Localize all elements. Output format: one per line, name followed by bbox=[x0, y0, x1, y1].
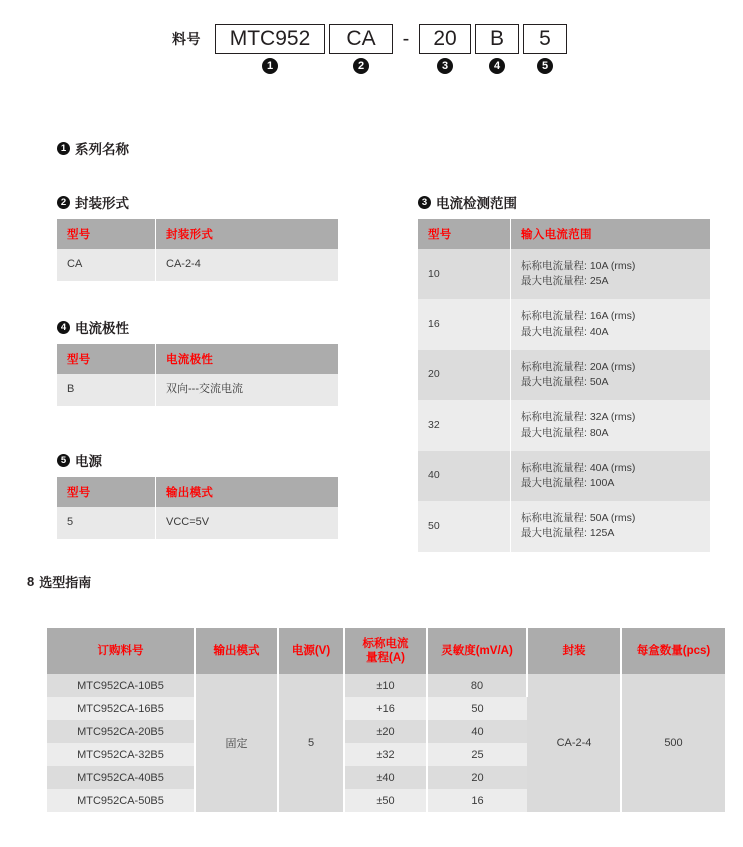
maximum-current-range: 最大电流量程: 40A bbox=[521, 325, 609, 338]
cell-sensitivity: 25 bbox=[427, 743, 527, 766]
maximum-current-range: 最大电流量程: 50A bbox=[521, 376, 609, 389]
part-number-segment-4: B bbox=[475, 24, 519, 54]
cell-sensitivity: 50 bbox=[427, 697, 527, 720]
section-polarity-title: 电流极性 bbox=[75, 321, 129, 336]
table-row bbox=[418, 299, 710, 349]
part-number-markers bbox=[0, 58, 743, 80]
col-header-package: 封装 bbox=[527, 628, 621, 674]
cell-order-number: MTC952CA-40B5 bbox=[47, 766, 195, 789]
cell-nominal-current-range: ±20 bbox=[344, 720, 427, 743]
bullet-2-icon: 2 bbox=[57, 196, 70, 209]
section-selection-guide-heading bbox=[27, 572, 91, 591]
col-header-output-mode: 输出模式 bbox=[156, 477, 339, 507]
bullet-5-icon: 5 bbox=[57, 454, 70, 467]
bullet-3-icon: 3 bbox=[418, 196, 431, 209]
section-series-heading bbox=[57, 138, 129, 158]
cell-model: 5 bbox=[57, 507, 156, 539]
nominal-current-range: 标称电流量程: 50A (rms) bbox=[521, 512, 636, 525]
section-selection-guide-title: 选型指南 bbox=[39, 575, 92, 590]
marker-4-icon: 4 bbox=[489, 58, 505, 74]
part-number-label: 料号 bbox=[172, 31, 201, 47]
nominal-current-range: 标称电流量程: 20A (rms) bbox=[521, 360, 636, 373]
marker-3-icon: 3 bbox=[437, 58, 453, 74]
cell-order-number: MTC952CA-10B5 bbox=[47, 674, 195, 697]
cell-polarity: 双向---交流电流 bbox=[156, 374, 339, 406]
cell-nominal-current-range: +16 bbox=[344, 697, 427, 720]
cell-model: B bbox=[57, 374, 156, 406]
part-number-segment-5: 5 bbox=[523, 24, 567, 54]
header-line-2: 量程(A) bbox=[366, 652, 405, 664]
section-package-heading bbox=[57, 192, 338, 212]
bullet-1-icon: 1 bbox=[57, 142, 70, 155]
table-row bbox=[418, 249, 710, 299]
cell-input-current-range bbox=[511, 299, 711, 349]
cell-supply-voltage: 5 bbox=[278, 674, 344, 812]
table-header-row bbox=[418, 219, 710, 249]
table-row bbox=[418, 350, 710, 400]
cell-nominal-current-range: ±32 bbox=[344, 743, 427, 766]
cell-output-mode: VCC=5V bbox=[156, 507, 339, 539]
col-header-supply-voltage: 电源(V) bbox=[278, 628, 344, 674]
part-number-segment-1: MTC952 bbox=[215, 24, 325, 54]
col-header-output-mode: 输出模式 bbox=[195, 628, 278, 674]
maximum-current-range: 最大电流量程: 80A bbox=[521, 426, 609, 439]
cell-nominal-current-range: ±40 bbox=[344, 766, 427, 789]
section-current-detection-range bbox=[418, 192, 710, 552]
section-current-title: 电流检测范围 bbox=[436, 196, 517, 211]
cell-input-current-range bbox=[511, 249, 711, 299]
cell-order-number: MTC952CA-16B5 bbox=[47, 697, 195, 720]
cell-output-mode: 固定 bbox=[195, 674, 278, 812]
part-number-segment-2: CA bbox=[329, 24, 393, 54]
table-row bbox=[418, 501, 710, 551]
col-header-package: 封装形式 bbox=[156, 219, 339, 249]
maximum-current-range: 最大电流量程: 100A bbox=[521, 476, 615, 489]
maximum-current-range: 最大电流量程: 125A bbox=[521, 527, 615, 540]
table-header-row bbox=[57, 344, 338, 374]
nominal-current-range: 标称电流量程: 16A (rms) bbox=[521, 310, 636, 323]
part-number-separator: - bbox=[402, 27, 410, 50]
cell-input-current-range bbox=[511, 501, 711, 551]
col-header-model: 型号 bbox=[57, 477, 156, 507]
col-header-order-number: 订购料号 bbox=[47, 628, 195, 674]
col-header-model: 型号 bbox=[57, 344, 156, 374]
marker-5-icon: 5 bbox=[537, 58, 553, 74]
cell-nominal-current-range: ±50 bbox=[344, 789, 427, 812]
cell-package: CA-2-4 bbox=[156, 249, 339, 281]
col-header-model: 型号 bbox=[418, 219, 511, 249]
col-header-model: 型号 bbox=[57, 219, 156, 249]
cell-model: 10 bbox=[418, 249, 511, 299]
cell-order-number: MTC952CA-50B5 bbox=[47, 789, 195, 812]
polarity-table bbox=[57, 344, 338, 406]
section-current-polarity bbox=[57, 317, 338, 406]
nominal-current-range: 标称电流量程: 32A (rms) bbox=[521, 411, 636, 424]
current-range-table bbox=[418, 219, 710, 552]
cell-order-number: MTC952CA-20B5 bbox=[47, 720, 195, 743]
col-header-polarity: 电流极性 bbox=[156, 344, 339, 374]
cell-sensitivity: 20 bbox=[427, 766, 527, 789]
cell-order-number: MTC952CA-32B5 bbox=[47, 743, 195, 766]
section-polarity-heading bbox=[57, 317, 338, 337]
cell-model: 40 bbox=[418, 451, 511, 501]
cell-model: 20 bbox=[418, 350, 511, 400]
section-package-title: 封装形式 bbox=[75, 196, 129, 211]
section-series-title: 系列名称 bbox=[75, 142, 129, 157]
cell-input-current-range bbox=[511, 400, 711, 450]
col-header-quantity-per-box: 每盒数量(pcs) bbox=[621, 628, 725, 674]
bullet-4-icon: 4 bbox=[57, 321, 70, 334]
cell-package: CA-2-4 bbox=[527, 674, 621, 812]
cell-model: 50 bbox=[418, 501, 511, 551]
table-row bbox=[418, 400, 710, 450]
selection-guide-table-wrap bbox=[47, 628, 711, 812]
section-package-type bbox=[57, 192, 338, 281]
nominal-current-range: 标称电流量程: 40A (rms) bbox=[521, 461, 636, 474]
section-power-heading bbox=[57, 450, 338, 470]
part-number-row bbox=[0, 24, 743, 54]
table-header-row bbox=[57, 219, 338, 249]
section-selection-guide-heading-wrap bbox=[27, 572, 91, 598]
table-row bbox=[418, 451, 710, 501]
cell-sensitivity: 80 bbox=[427, 674, 527, 697]
cell-sensitivity: 40 bbox=[427, 720, 527, 743]
cell-nominal-current-range: ±10 bbox=[344, 674, 427, 697]
cell-model: CA bbox=[57, 249, 156, 281]
col-header-input-range: 输入电流范围 bbox=[511, 219, 711, 249]
cell-sensitivity: 16 bbox=[427, 789, 527, 812]
section-power-title: 电源 bbox=[75, 454, 102, 469]
part-number-segment-3: 20 bbox=[419, 24, 471, 54]
col-header-nominal-current-range bbox=[344, 628, 427, 674]
marker-2-icon: 2 bbox=[353, 58, 369, 74]
cell-input-current-range bbox=[511, 350, 711, 400]
selection-guide-table bbox=[47, 628, 725, 812]
table-row bbox=[47, 674, 725, 697]
section-current-heading bbox=[418, 192, 710, 212]
col-header-sensitivity: 灵敏度(mV/A) bbox=[427, 628, 527, 674]
cell-input-current-range bbox=[511, 451, 711, 501]
power-table bbox=[57, 477, 338, 539]
part-number-decoder bbox=[0, 24, 743, 86]
header-line-1: 标称电流 bbox=[362, 637, 409, 650]
section-power-supply bbox=[57, 450, 338, 539]
table-row bbox=[57, 507, 338, 539]
maximum-current-range: 最大电流量程: 25A bbox=[521, 275, 609, 288]
table-row bbox=[57, 374, 338, 406]
cell-model: 16 bbox=[418, 299, 511, 349]
table-header-row bbox=[57, 477, 338, 507]
cell-model: 32 bbox=[418, 400, 511, 450]
section-index-8: 8 bbox=[27, 574, 35, 589]
table-row bbox=[57, 249, 338, 281]
cell-quantity-per-box: 500 bbox=[621, 674, 725, 812]
table-header-row bbox=[47, 628, 725, 674]
package-table bbox=[57, 219, 338, 281]
nominal-current-range: 标称电流量程: 10A (rms) bbox=[521, 260, 636, 272]
section-series-name bbox=[57, 138, 129, 165]
marker-1-icon: 1 bbox=[262, 58, 278, 74]
